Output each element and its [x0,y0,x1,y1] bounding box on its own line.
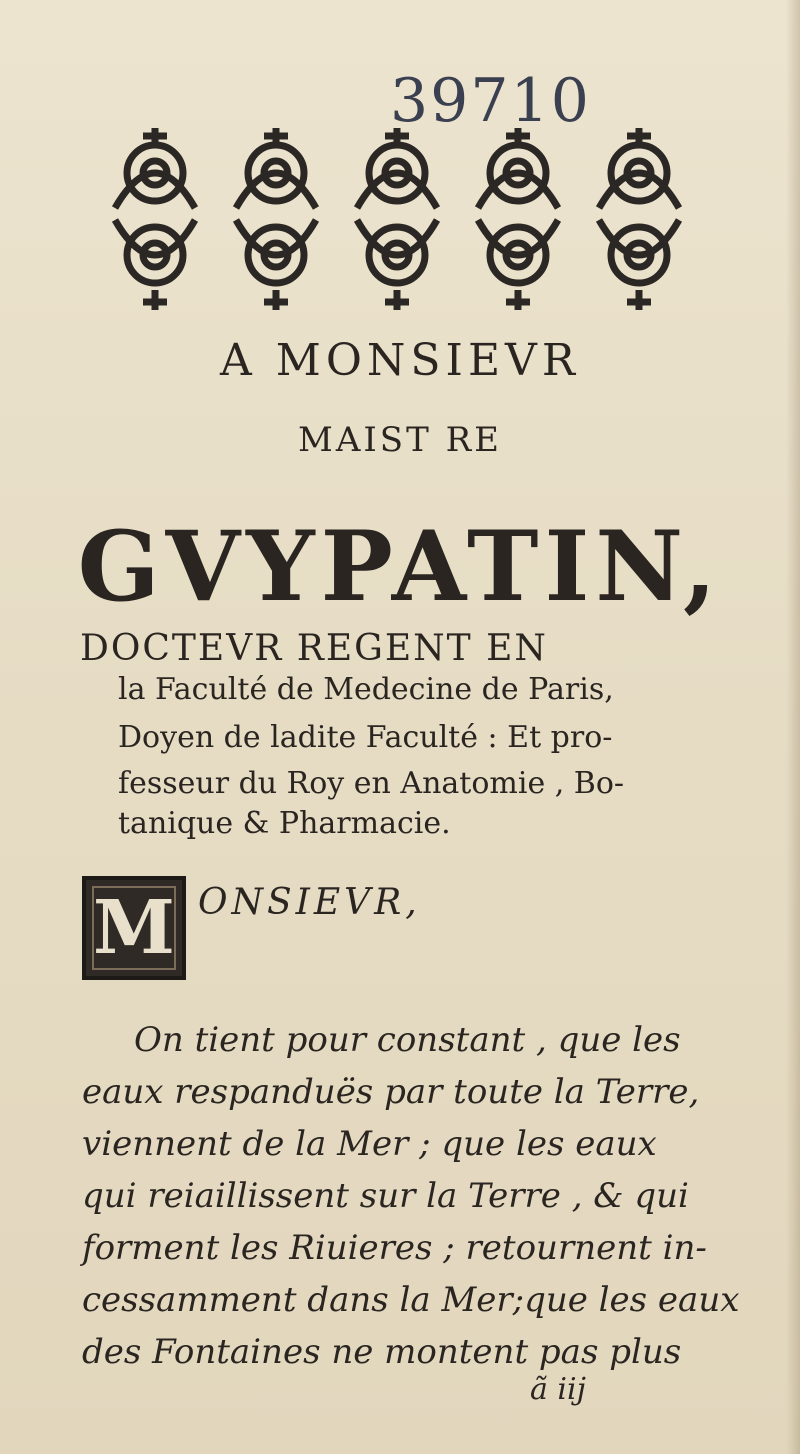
body-line: forment les Riuieres ; retournent in- [82,1228,707,1268]
subtitle-line: la Faculté de Medecine de Paris, [118,672,614,707]
decorated-initial [82,876,186,980]
dedication-heading-line2: MAIST RE [298,420,502,460]
body-line: viennent de la Mer ; que les eaux [82,1124,657,1164]
catchword-signature: ã iij [530,1372,586,1407]
body-line: des Fontaines ne montent pas plus [82,1332,682,1372]
ornament-unit [115,128,195,208]
body-line: On tient pour constant , que les [134,1020,681,1060]
decorated-initial-letter: M [93,885,175,971]
salutation: ONSIEVR, [198,882,421,923]
dedicatee-name: GVYPATIN, [77,510,723,623]
subtitle-line: tanique & Pharmacie. [118,806,451,841]
body-line: cessamment dans la Mer;que les eaux [82,1280,740,1320]
page-edge-shadow [786,0,800,1454]
library-stamp-number: 39710 [390,66,591,136]
dedication-heading-line1: A MONSIEVR [220,335,580,386]
subtitle-line: Doyen de ladite Faculté : Et pro- [118,720,613,755]
dedicatee-title: DOCTEVR REGENT EN [80,628,548,669]
body-line: eaux respanduës par toute la Terre, [82,1072,700,1112]
body-line: qui reiaillissent sur la Terre , & qui [82,1176,689,1216]
subtitle-line: fesseur du Roy en Anatomie , Bo- [118,766,625,801]
fleuron-band-icon [95,118,700,313]
